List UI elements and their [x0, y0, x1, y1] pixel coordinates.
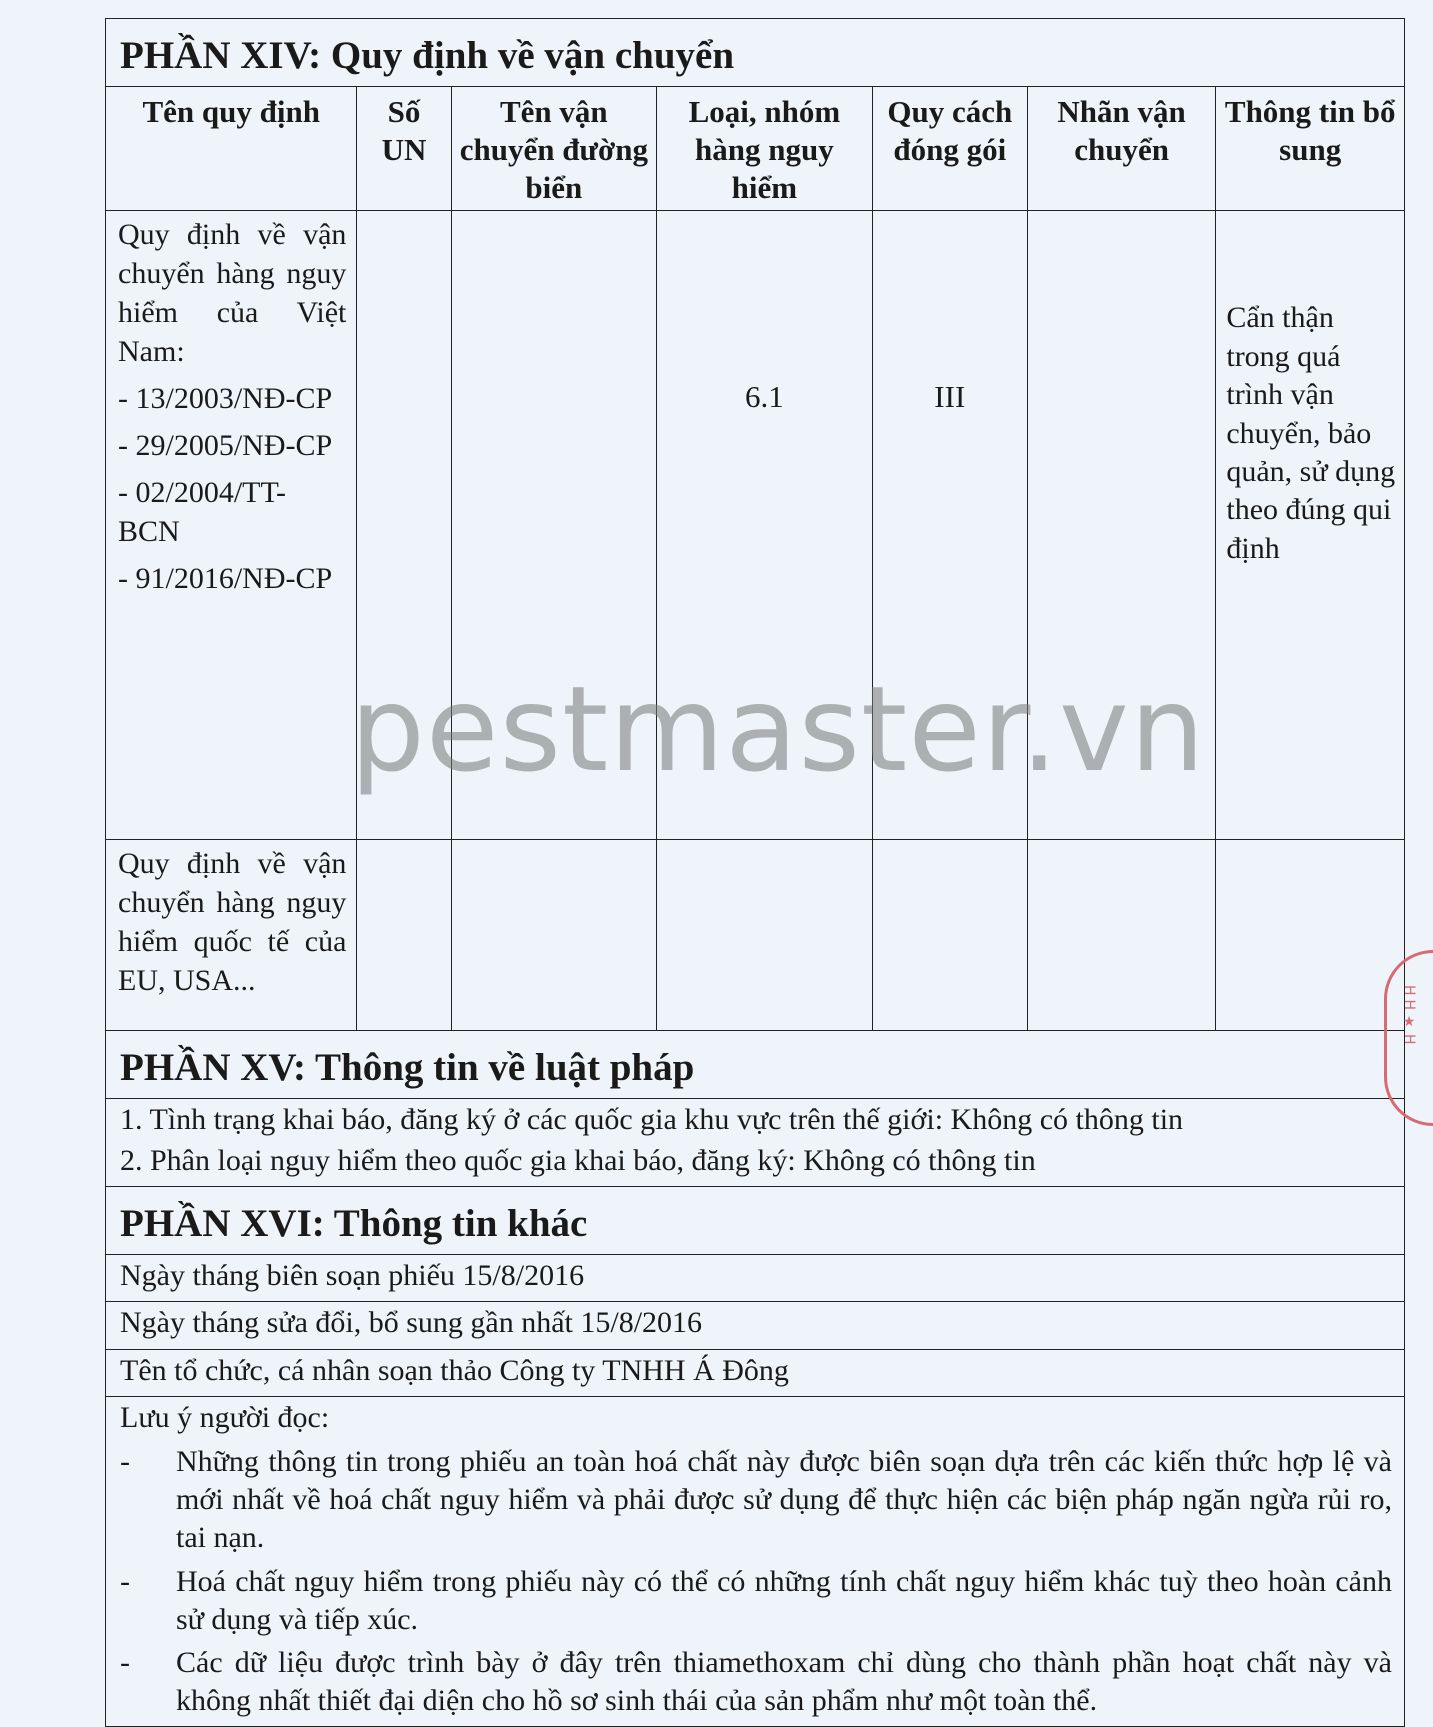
watermark-text: pestmaster.vn	[350, 660, 1206, 798]
sds-table	[105, 18, 1405, 1727]
list-item	[106, 1443, 1404, 1562]
document-page	[105, 18, 1405, 1727]
section14-title: PHẦN XIV: Quy định về vận chuyển	[106, 19, 1405, 87]
stamp-seal	[1384, 950, 1433, 1126]
list-item	[106, 1644, 1404, 1726]
header-shipping-name: Tên vận chuyển đường biển	[451, 86, 656, 210]
note-text: Các dữ liệu được trình bày ở đây trên thiamethoxam chỉ dùng cho thành phần hoạt chất này và không nhất thiết đại diện cho hồ sơ sinh thái của sản phẩm như một toàn thể.	[176, 1646, 1392, 1718]
regulation-cell-vn	[106, 211, 357, 840]
un-number-cell	[357, 840, 451, 1031]
label-cell	[1027, 840, 1216, 1031]
legal-line: 1. Tình trạng khai báo, đăng ký ở các quốc gia khu vực trên thế giới: Không có thông tin	[120, 1103, 1184, 1137]
reader-notes-cell	[106, 1397, 1405, 1727]
label-cell	[1027, 211, 1216, 840]
legal-line: 2. Phân loại nguy hiểm theo quốc gia khai báo, đăng ký: Không có thông tin	[120, 1143, 1036, 1177]
un-number-cell	[357, 211, 451, 840]
stamp-text: HH★H	[1401, 985, 1417, 1049]
header-hazard-class: Loại, nhóm hàng nguy hiểm	[656, 86, 872, 210]
regulation-cell-intl	[106, 840, 357, 1031]
regulation-intro: Quy định về vận chuyển hàng nguy hiểm của Việt Nam:	[118, 218, 347, 369]
shipping-name-cell	[451, 840, 656, 1031]
packing-cell: III	[872, 211, 1027, 840]
note-dash: -	[120, 1445, 130, 1479]
list-item	[106, 1563, 1404, 1645]
extra-info-cell: Cẩn thận trong quá trình vận chuyển, bảo quản, sử dụng theo đúng qui định	[1216, 211, 1405, 840]
shipping-name-cell	[451, 211, 656, 840]
compiled-date: Ngày tháng biên soạn phiếu 15/8/2016	[106, 1254, 1405, 1301]
regulation-item: - 29/2005/NĐ-CP	[118, 429, 333, 463]
header-packing: Quy cách đóng gói	[872, 86, 1027, 210]
regulation-item: - 02/2004/TT-BCN	[118, 476, 287, 549]
note-title: Lưu ý người đọc:	[120, 1401, 330, 1435]
hazard-class-cell: 6.1	[656, 211, 872, 840]
header-un-number: Số UN	[357, 86, 451, 210]
note-dash: -	[120, 1564, 130, 1598]
table-row	[106, 840, 1405, 1031]
author: Tên tổ chức, cá nhân soạn thảo Công ty TNHH Á Đông	[106, 1349, 1405, 1396]
header-label: Nhãn vận chuyển	[1027, 86, 1216, 210]
note-text: Những thông tin trong phiếu an toàn hoá chất này được biên soạn dựa trên các kiến thức hợp lệ và mới nhất về hoá chất nguy hiểm và phải được sử dụng để thực hiện các biện pháp ngăn ngừa rủi ro, tai nạn.	[176, 1445, 1392, 1555]
header-extra: Thông tin bổ sung	[1216, 86, 1405, 210]
packing-cell	[872, 840, 1027, 1031]
legal-info-cell	[106, 1099, 1405, 1187]
section15-title: PHẦN XV: Thông tin về luật pháp	[106, 1031, 1405, 1099]
extra-info-cell	[1216, 840, 1405, 1031]
note-dash: -	[120, 1646, 130, 1680]
table-row	[106, 211, 1405, 840]
section16-title: PHẦN XVI: Thông tin khác	[106, 1187, 1405, 1255]
regulation-item: - 91/2016/NĐ-CP	[118, 562, 333, 596]
regulation-intro: Quy định về vận chuyển hàng nguy hiểm quốc tế của EU, USA...	[118, 847, 347, 998]
note-text: Hoá chất nguy hiểm trong phiếu này có thể có những tính chất nguy hiểm khác tuỳ theo hoàn cảnh sử dụng và tiếp xúc.	[176, 1564, 1392, 1636]
revised-date: Ngày tháng sửa đổi, bổ sung gần nhất 15/8/2016	[106, 1302, 1405, 1349]
regulation-item: - 13/2003/NĐ-CP	[118, 382, 333, 416]
header-regulation: Tên quy định	[106, 86, 357, 210]
hazard-class-cell	[656, 840, 872, 1031]
